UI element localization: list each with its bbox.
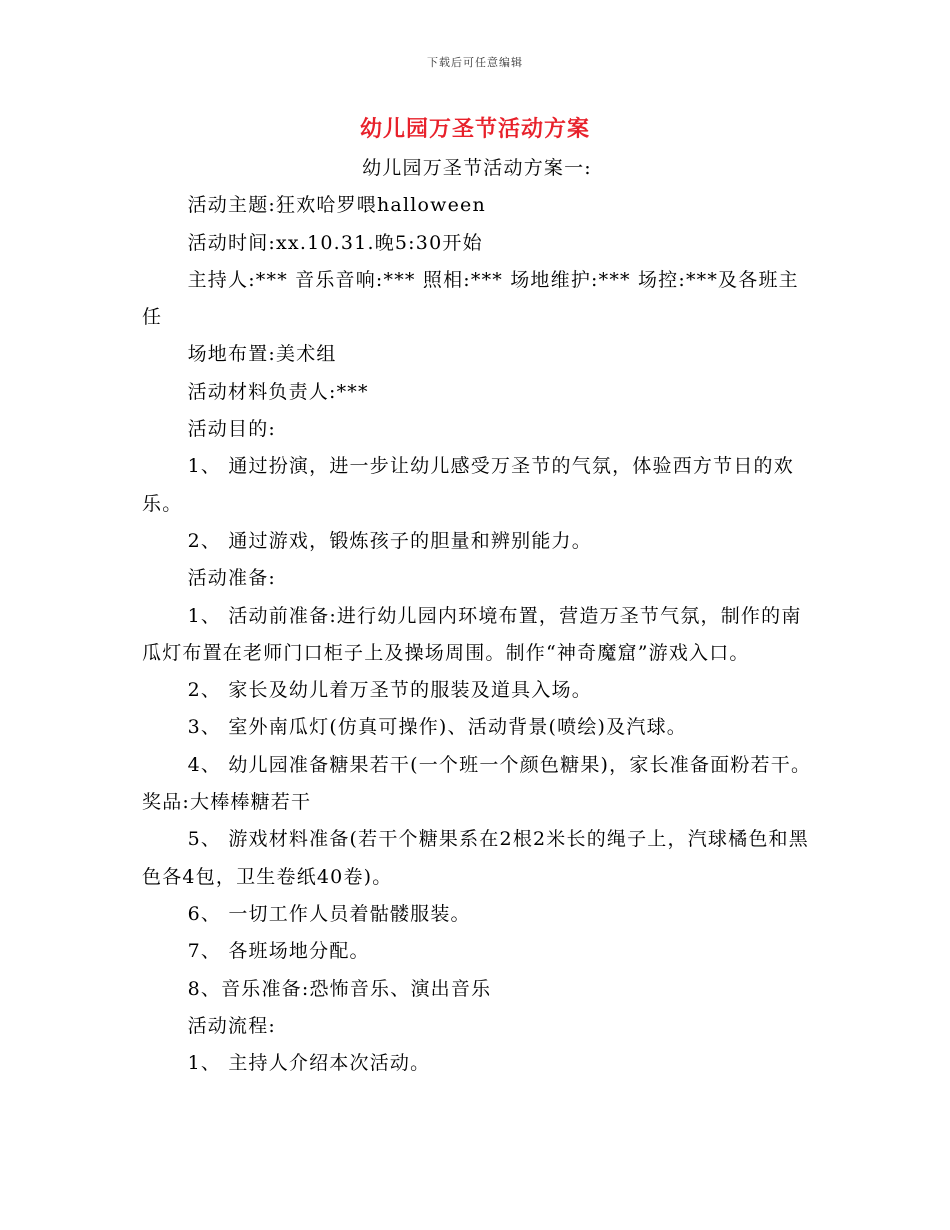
document-body [142, 150, 812, 1082]
paragraph-preparation-1: 1、 活动前准备:进行幼儿园内环境布置，营造万圣节气氛，制作的南瓜灯布置在老师门口柜子上及操场周围。制作“神奇魔窟”游戏入口。 [142, 604, 802, 664]
paragraph-venue: 场地布置:美术组 [187, 343, 337, 366]
document-subtitle: 幼儿园万圣节活动方案一: [362, 157, 592, 179]
paragraph-materials-owner: 活动材料负责人:*** [187, 380, 369, 403]
paragraph-preparation-8: 8、音乐准备:恐怖音乐、演出音乐 [187, 977, 492, 1000]
document-title: 幼儿园万圣节活动方案 [359, 116, 590, 142]
paragraph-process-1: 1、 主持人介绍本次活动。 [187, 1052, 431, 1075]
paragraph-preparation-6: 6、 一切工作人员着骷髅服装。 [187, 902, 471, 925]
paragraph-theme: 活动主题:狂欢哈罗喂halloween [187, 194, 486, 217]
section-heading-preparation: 活动准备: [187, 567, 276, 590]
paragraph-preparation-3: 3、 室外南瓜灯(仿真可操作)、活动背景(喷绘)及汽球。 [187, 716, 687, 739]
paragraph-staff: 主持人:*** 音乐音响:*** 照相:*** 场地维护:*** 场控:***及各班主任 [142, 268, 799, 329]
paragraph-preparation-2: 2、 家长及幼儿着万圣节的服装及道具入场。 [187, 679, 592, 702]
paragraph-purpose-2: 2、 通过游戏，锻炼孩子的胆量和辨别能力。 [187, 529, 592, 552]
section-heading-purpose: 活动目的: [187, 418, 276, 441]
paragraph-preparation-5: 5、 游戏材料准备(若干个糖果系在2根2米长的绳子上，汽球橘色和黑色各4包，卫生卷纸40卷)。 [142, 828, 809, 888]
page-header: 下载后可任意编辑 [427, 56, 523, 69]
paragraph-time: 活动时间:xx.10.31.晚5:30开始 [187, 231, 483, 254]
section-heading-process: 活动流程: [187, 1014, 276, 1037]
paragraph-purpose-1: 1、 通过扮演，进一步让幼儿感受万圣节的气氛，体验西方节日的欢乐。 [142, 455, 794, 515]
paragraph-preparation-4: 4、 幼儿园准备糖果若干(一个班一个颜色糖果)，家长准备面粉若干。奖品:大棒棒糖若干 [142, 753, 812, 814]
paragraph-preparation-7: 7、 各班场地分配。 [187, 940, 370, 963]
